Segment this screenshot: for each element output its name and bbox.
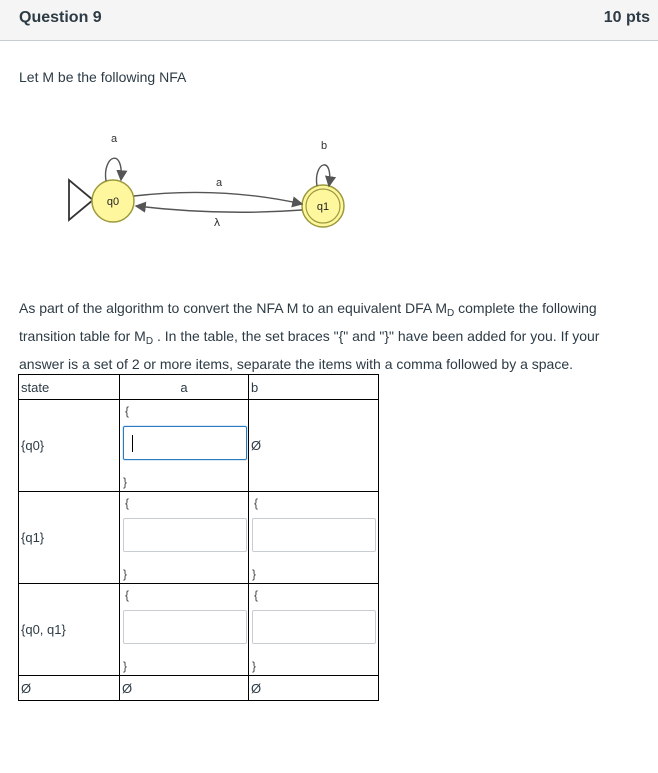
close-brace: } bbox=[123, 566, 128, 581]
edge-a-label: a bbox=[215, 177, 223, 189]
question-points: 10 pts bbox=[603, 9, 650, 26]
answer-input-q1-b[interactable] bbox=[252, 518, 376, 552]
table-row bbox=[19, 400, 379, 492]
table-row bbox=[19, 584, 379, 676]
answer-cell-q1-b bbox=[251, 493, 376, 583]
empty-set-value: Ø bbox=[122, 680, 133, 696]
nfa-diagram bbox=[66, 128, 356, 230]
instr-sub-1: D bbox=[447, 308, 455, 319]
start-arrow bbox=[69, 180, 93, 220]
row-state-label: {q0, q1} bbox=[21, 622, 66, 637]
question-header bbox=[0, 0, 658, 41]
row-state-label: {q1} bbox=[21, 530, 45, 545]
open-brace: { bbox=[125, 403, 130, 418]
close-brace: } bbox=[123, 658, 128, 673]
open-brace: { bbox=[254, 495, 259, 510]
question-title: Question 9 bbox=[19, 9, 102, 26]
close-brace: } bbox=[252, 658, 257, 673]
row-state-label: {q0} bbox=[21, 438, 45, 453]
edge-lambda-label: λ bbox=[213, 216, 221, 229]
header-state: state bbox=[19, 375, 120, 400]
loop-q1-label: b bbox=[320, 140, 328, 152]
answer-cell-q1-a bbox=[122, 493, 246, 583]
edge-q0-q1-a bbox=[134, 192, 302, 204]
table-row bbox=[19, 492, 379, 584]
answer-input-q0q1-a[interactable] bbox=[123, 610, 247, 644]
loop-q0 bbox=[106, 158, 122, 181]
instr-sub-2: D bbox=[145, 336, 154, 347]
table-header-row bbox=[19, 375, 379, 400]
row-state-label: Ø bbox=[21, 680, 32, 696]
answer-input-q0q1-b[interactable] bbox=[252, 610, 376, 644]
instr-text-2: complete the following transition table for M bbox=[19, 300, 597, 344]
header-b: b bbox=[249, 375, 379, 400]
state-q1-label: q1 bbox=[316, 201, 330, 213]
state-q0-label: q0 bbox=[106, 196, 120, 208]
instr-text-1: As part of the algorithm to convert the NFA M to an equivalent DFA M bbox=[19, 300, 447, 316]
question-instructions bbox=[19, 297, 639, 375]
answer-input-q1-a[interactable] bbox=[123, 518, 247, 552]
instr-text-3: . In the table, the set braces "{" and "}" have been added for you. If your answer is a set of 2 or more items, separate the items with a comma followed by a space. bbox=[19, 328, 600, 372]
open-brace: { bbox=[254, 587, 259, 602]
header-a: a bbox=[120, 375, 249, 400]
answer-cell-q0q1-b bbox=[251, 585, 376, 675]
open-brace: { bbox=[125, 495, 130, 510]
answer-input-q0-a[interactable] bbox=[123, 426, 247, 460]
open-brace: { bbox=[125, 587, 130, 602]
text-caret bbox=[132, 435, 133, 452]
loop-q0-label: a bbox=[110, 133, 118, 145]
table-row bbox=[19, 676, 379, 701]
transition-table bbox=[18, 374, 379, 701]
edge-q1-q0-lambda bbox=[136, 206, 302, 212]
answer-cell-q0q1-a bbox=[122, 585, 246, 675]
answer-cell-q0-a bbox=[122, 401, 246, 491]
loop-q1 bbox=[316, 165, 329, 186]
close-brace: } bbox=[252, 566, 257, 581]
question-intro: Let M be the following NFA bbox=[19, 69, 187, 85]
empty-set-value: Ø bbox=[251, 438, 262, 453]
close-brace: } bbox=[123, 474, 128, 489]
empty-set-value: Ø bbox=[251, 680, 262, 696]
